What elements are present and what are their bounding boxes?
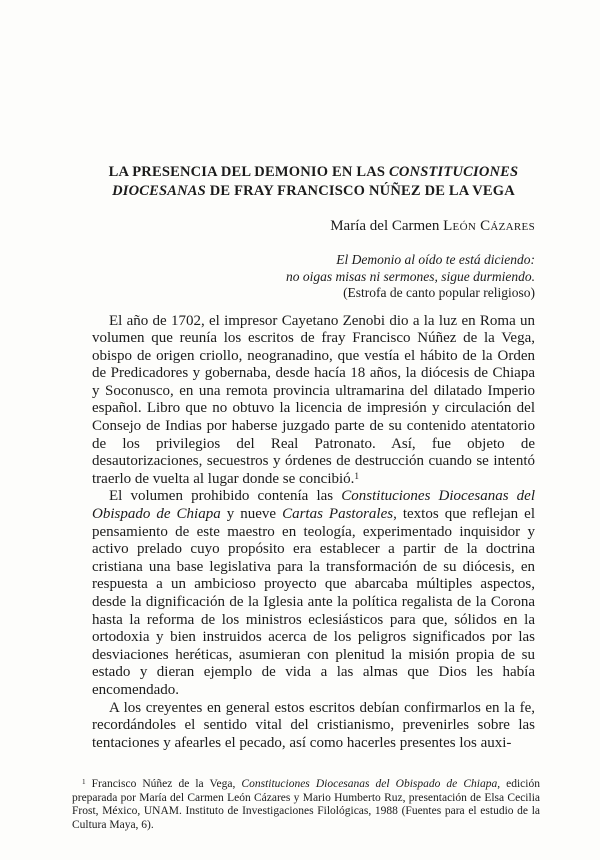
article xyxy=(72,163,540,832)
epigraph-line: (Estrofa de canto popular religioso) xyxy=(343,285,535,300)
footnote-section xyxy=(72,778,540,832)
article-title-line: LA PRESENCIA DEL DEMONIO EN LAS CONSTITUCIONES xyxy=(108,164,519,180)
epigraph xyxy=(92,252,535,302)
article-title xyxy=(92,163,535,200)
body-paragraph: El volumen prohibido contenía las Constituciones Diocesanas del Obispado de Chiapa y nueve Cartas Pastorales, textos que reflejan el pensamiento de este maestro en teología, experimentado inquisidor y activo prelado cuyo propósito era establecer a partir de la doctrina cristiana una base legislativa para la transformación de su diócesis, en respuesta a un ambicioso proyecto que abarcaba múltiples aspectos, desde la dignificación de la Iglesia ante la política regalista de la Corona hasta la reforma de los ministros eclesiásticos para que, sólidos en la ortodoxia y bien instruidos acerca de los peligros significados por las desviaciones heréticas, asumieran con plenitud la misión propia de su estado y dieran ejemplo de vida a las almas que Dios les había encomendado. xyxy=(92,488,536,698)
article-title-line: DIOCESANAS DE FRAY FRANCISCO NÚÑEZ DE LA VEGA xyxy=(112,182,515,199)
body-paragraph: El año de 1702, el impresor Cayetano Zenobi dio a la luz en Roma un volumen que reunía los escritos de fray Francisco Núñez de la Vega, obispo de origen criollo, neogranadino, que vestía el hábito de la Orden de Predicadores y gobernaba, desde hacía 18 años, la diócesis de Chiapa y Soconusco, en una remota provincia ultramarina del dilatado Imperio español. Libro que no obtuvo la licencia de impresión y circulación del Consejo de Indias por haberse juzgado parte de su contenido atentatorio de los privilegios del Real Patronato. Así, fue objeto de desautorizaciones, secuestros y órdenes de destrucción cuando se intentó traerlo de vuelta al lugar donde se concibió.$^1$ xyxy=(92,312,535,487)
body-paragraph: A los creyentes en general estos escritos debían confirmarlos en la fe, recordándoles el sentido vital del cristianismo, prevenirles sobre las tentaciones y afearles el pecado, así como hacerles presentes los auxi- xyxy=(92,699,535,751)
footnote-text: $^1$ Francisco Núñez de la Vega, Constituciones Diocesanas del Obispado de Chiapa, edición preparada por María del Carmen León Cázares y Mario Humberto Ruz, presentación de Elsa Cecilia Frost, México, UNAM. Instituto de Investigaciones Filológicas, 1988 (Fuentes para el estudio de la Cultura Maya, 6). xyxy=(72,778,540,831)
epigraph-line: El Demonio al oído te está diciendo: xyxy=(336,252,535,267)
article-body xyxy=(92,313,535,753)
author-byline: María del Carmen León Cázares xyxy=(330,218,535,234)
epigraph-line: no oigas misas ni sermones, sigue durmiendo. xyxy=(286,268,535,284)
